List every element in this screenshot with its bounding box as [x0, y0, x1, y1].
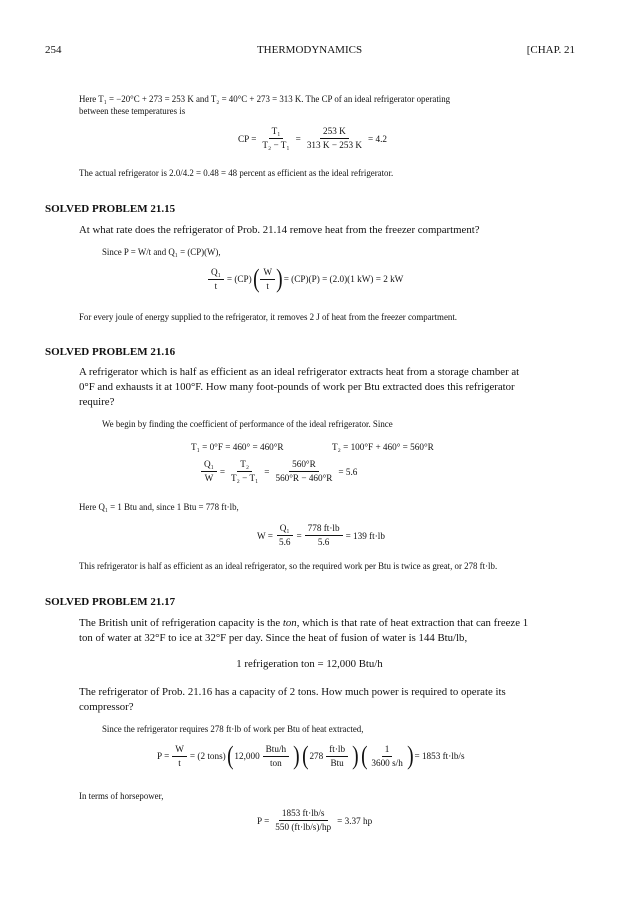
p15-equation: $\frac{\text{Q₁}}{t}$ = (CP) ( $\frac{W}{t}$ ) = (CP)(P) = (2.0)(1 kW) = 2 kW — [205, 266, 403, 292]
p16-question-3: require? — [79, 396, 115, 408]
p16-t2: T₂ = 100°F + 460° = 560°R — [332, 442, 434, 452]
p16-cop-equation: $\frac{\text{Q₁}}{W}$ = $\frac{\text{T₂}}{\text{T₂ − T₁}}$ = $\frac{560^\circ R}{560^\circ R - 460^\circ R}$ = 5.6 — [198, 459, 357, 484]
p17-hp-equation: P = $\frac{1853 ft\cdot lb/s}{550 (ft\cdot lb/s)/hp}$ = 3.37 hp — [257, 808, 373, 832]
intro-line-2: between these temperatures is — [79, 106, 186, 116]
p15-since: Since P = W/t and Q₁ = (CP)(W), — [102, 247, 221, 257]
p16-conclusion: This refrigerator is half as efficient as an ideal refrigerator, so the required work per Btu is twice as great, or 278 ft·lb. — [79, 561, 498, 571]
p16-here: Here Q₁ = 1 Btu and, since 1 Btu = 778 ft·lb, — [79, 502, 239, 512]
heading-problem-21-17: SOLVED PROBLEM 21.17 — [45, 596, 176, 608]
heading-problem-21-15: SOLVED PROBLEM 21.15 — [45, 203, 176, 215]
p17-ton-equation: 1 refrigeration ton = 12,000 Btu/h — [236, 658, 383, 670]
chapter-label: [CHAP. 21 — [526, 44, 575, 56]
p15-conclusion: For every joule of energy supplied to the refrigerator, it removes 2 J of heat from the freezer compartment. — [79, 312, 458, 322]
p17-question-2: compressor? — [79, 701, 134, 713]
p16-t1: T₁ = 0°F = 460° = 460°R — [191, 442, 284, 452]
p17-definition-2: ton of water at 32°F to ice at 32°F per day. Since the heat of fusion of water is 144 Btu/lb, — [79, 632, 468, 644]
intro-conclusion: The actual refrigerator is 2.0/4.2 = 0.48 = 48 percent as efficient as the ideal refrigerator. — [79, 168, 394, 178]
running-title: THERMODYNAMICS — [256, 44, 363, 56]
p17-question-1: The refrigerator of Prob. 21.16 has a capacity of 2 tons. How much power is required to operate its — [79, 686, 506, 698]
p16-question-1: A refrigerator which is half as efficient as an ideal refrigerator extracts heat from a storage chamber at — [79, 366, 520, 378]
p15-question: At what rate does the refrigerator of Prob. 21.14 remove heat from the freezer compartment? — [79, 224, 480, 236]
p17-since: Since the refrigerator requires 278 ft·lb of work per Btu of heat extracted, — [102, 724, 364, 734]
p16-question-2: 0°F and exhausts it at 100°F. How many foot-pounds of work per Btu extracted does this refrigerator — [79, 381, 515, 393]
page-number: 254 — [45, 44, 62, 56]
p17-definition-1: The British unit of refrigeration capacity is the ton, which is that rate of heat extraction that can freeze 1 — [79, 617, 529, 629]
heading-problem-21-16: SOLVED PROBLEM 21.16 — [45, 346, 176, 358]
intro-line-1: Here T₁ = −20°C + 273 = 253 K and T₂ = 40°C + 273 = 313 K. The CP of an ideal refrigerator operating — [79, 94, 451, 104]
p16-work-equation: W = $\frac{\text{Q₁}}{5.6}$ = $\frac{778 ft\cdot lb}{5.6}$ = 139 ft·lb — [257, 523, 385, 547]
p17-power-equation: P = $\frac{W}{t}$ = (2 tons) ( 12,000 $\frac{\text{Btu/h}}{\text{ton}}$ ) ( 278 $\frac{ft\cdot lb}{\text{Btu}}$ ) ( $\frac{1}{3600 s/h}$ ) = 1853 ft·lb/s — [157, 741, 465, 770]
cp-equation: CP = $\frac{\text{T₁}}{\text{T₂ − T₁}}$ = $\frac{253 K}{313 K - 253 K}$ = 4.2 — [238, 126, 387, 150]
p17-hp-intro: In terms of horsepower, — [79, 791, 164, 801]
p16-begin: We begin by finding the coefficient of performance of the ideal refrigerator. Since — [102, 419, 393, 429]
